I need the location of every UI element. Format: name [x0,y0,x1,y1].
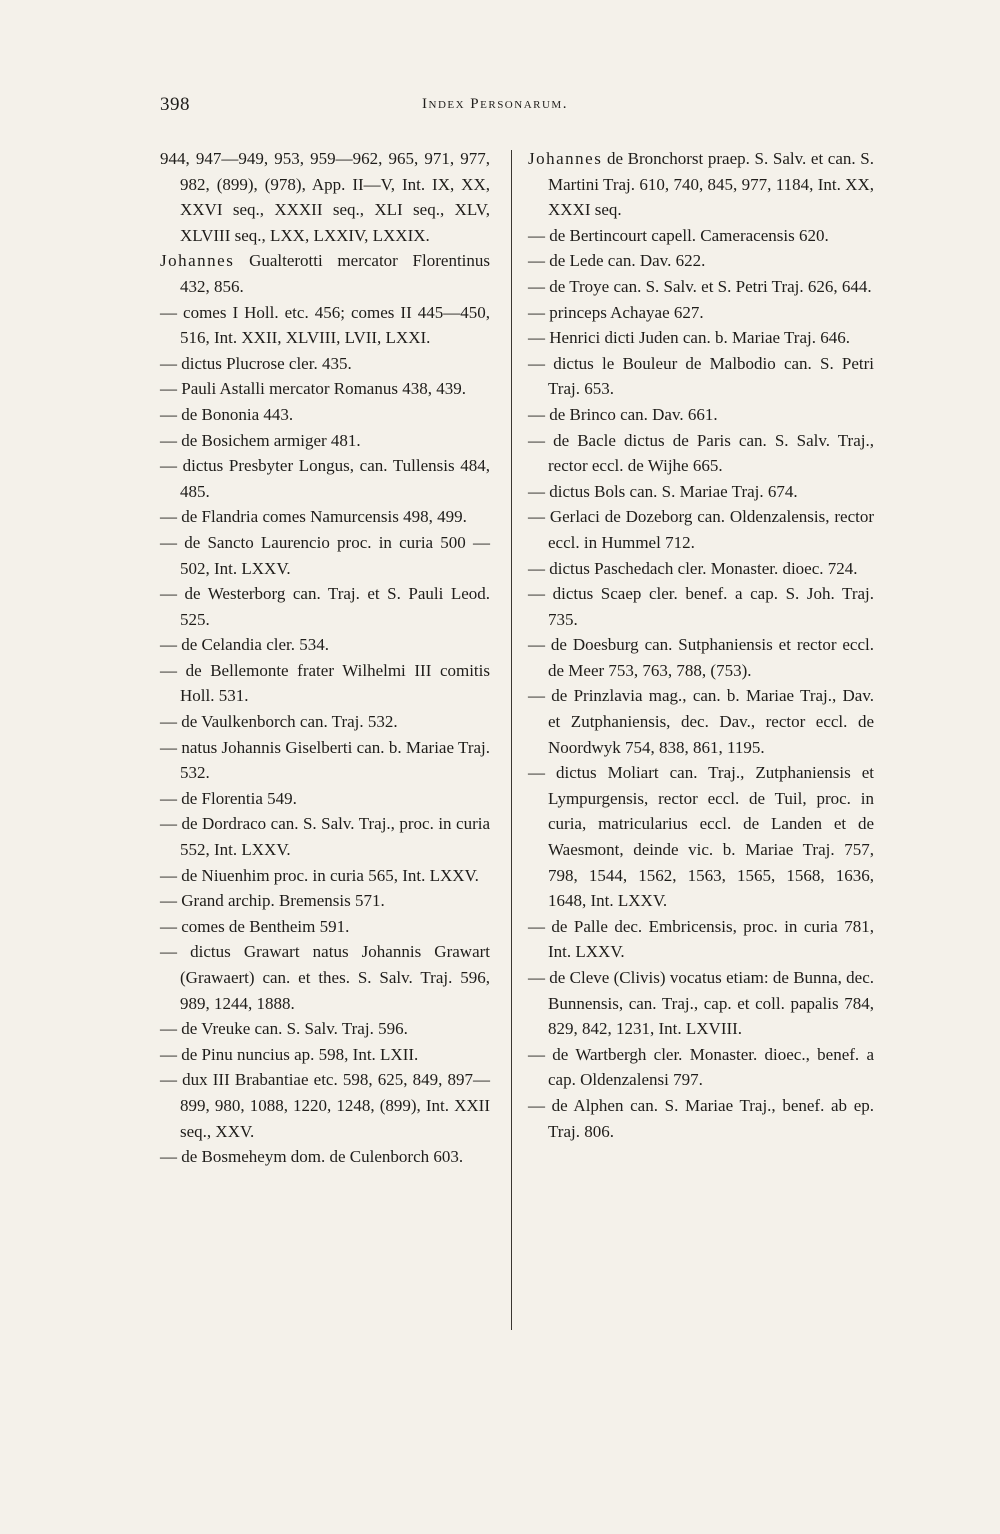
page-number: 398 [160,94,190,115]
running-title: Index Personarum. [422,96,568,112]
index-entry: — de Niuenhim proc. in curia 565, Int. LXXV. [160,865,479,885]
index-entry: — dictus Plucrose cler. 435. [160,353,352,373]
index-entry: — dictus le Bouleur de Malbodio can. S. Petri Traj. 653. [528,353,874,399]
index-entry: — de Prinzlavia mag., can. b. Mariae Traj., Dav. et Zutphaniensis, dec. Dav., rector eccl. de Noordwyk 754, 838, 861, 1195. [528,686,874,757]
page-header [160,94,568,124]
index-entry: — de Bosmeheym dom. de Culenborch 603. [160,1147,464,1167]
index-entry: — dictus Bols can. S. Mariae Traj. 674. [528,481,798,501]
index-entry: — de Bertincourt capell. Cameracensis 620. [528,225,829,245]
index-entry: — comes I Holl. etc. 456; comes II 445—450, 516, Int. XXII, XLVIII, LVII, LXXI. [160,302,490,348]
index-entry: — de Lede can. Dav. 622. [528,251,706,271]
index-entry: — de Palle dec. Embricensis, proc. in curia 781, Int. LXXV. [528,916,874,962]
index-entry: — princeps Achayae 627. [528,302,704,322]
index-entry: — Henrici dicti Juden can. b. Mariae Traj. 646. [528,328,850,348]
index-entry: — comes de Bentheim 591. [160,916,350,936]
column-divider [511,150,512,1330]
index-heading-entry [528,146,874,223]
right-column [528,146,874,1144]
index-entry: — de Flandria comes Namurcensis 498, 499. [160,507,467,527]
index-entry: — Grand archip. Bremensis 571. [160,891,385,911]
index-entry: — de Wartbergh cler. Monaster. dioec., benef. a cap. Oldenzalensi 797. [528,1044,874,1090]
index-heading-entry [160,248,490,299]
index-entry: — dictus Moliart can. Traj., Zutphaniensis et Lympurgensis, rector eccl. de Tuil, proc. in curia, matricularius eccl. de Landen et de Waesmont, deinde vic. b. Mariae Traj. 757, 798, 1544, 1562, 1563, 1565, 1568, 1636, 1648, Int. LXXV. [528,763,874,911]
heading-name: Johannes [160,251,235,271]
index-entry: — natus Johannis Giselberti can. b. Mariae Traj. 532. [160,737,490,783]
index-entry: — dictus Presbyter Longus, can. Tullensis 484, 485. [160,456,490,501]
heading-name: Johannes [528,149,603,168]
left-column [160,146,490,1170]
heading-rest: Gualterotti mercator Florentinus 432, 856. [180,251,491,296]
index-entry: — de Dordraco can. S. Salv. Traj., proc. in curia 552, Int. LXXV. [160,814,490,860]
index-entry: — de Bosichem armiger 481. [160,430,361,450]
index-entry: — de Sancto Laurencio proc. in curia 500 —502, Int. LXXV. [160,532,490,578]
index-entry: 944, 947—949, 953, 959—962, 965, 971, 977, 982, (899), (978), App. II—V, Int. IX, XX, XXVI seq., XXXII seq., XLI seq., XLV, XLVIII seq., LXX, LXXIV, LXXIX. [160,149,490,245]
index-entry: — de Bononia 443. [160,404,294,424]
index-entry: — Gerlaci de Dozeborg can. Oldenzalensis, rector eccl. in Hummel 712. [528,507,874,552]
index-entry: — de Westerborg can. Traj. et S. Pauli Leod. 525. [160,584,490,629]
index-entry: — de Vreuke can. S. Salv. Traj. 596. [160,1019,408,1039]
index-entry: — de Alphen can. S. Mariae Traj., benef. ab ep. Traj. 806. [528,1095,874,1141]
heading-rest: de Bronchorst praep. S. Salv. et can. S. Martini Traj. 610, 740, 845, 977, 1184, Int. XX, XXXI seq. [548,149,875,220]
index-entry: — de Florentia 549. [160,788,297,808]
index-entry: — dictus Grawart natus Johannis Grawart (Grawaert) can. et thes. S. Salv. Traj. 596, 989, 1244, 1888. [160,942,490,1013]
index-entry: — Pauli Astalli mercator Romanus 438, 439. [160,379,466,399]
index-entry: — dux III Brabantiae etc. 598, 625, 849, 897—899, 980, 1088, 1220, 1248, (899), Int. XXII seq., XXV. [160,1070,490,1141]
index-entry: — de Bellemonte frater Wilhelmi III comitis Holl. 531. [160,660,490,706]
index-entry: — de Troye can. S. Salv. et S. Petri Traj. 626, 644. [528,276,872,296]
index-entry: — de Pinu nuncius ap. 598, Int. LXII. [160,1044,419,1064]
index-entry: — de Cleve (Clivis) vocatus etiam: de Bunna, dec. Bunnensis, can. Traj., cap. et coll. papalis 784, 829, 842, 1231, Int. LXVIII. [528,968,874,1039]
index-entry: — de Doesburg can. Sutphaniensis et rector eccl. de Meer 753, 763, 788, (753). [528,635,874,680]
index-entry: — dictus Scaep cler. benef. a cap. S. Joh. Traj. 735. [528,584,874,629]
index-entry: — de Brinco can. Dav. 661. [528,404,718,424]
index-entry: — de Celandia cler. 534. [160,635,330,655]
index-entry: — de Bacle dictus de Paris can. S. Salv. Traj., rector eccl. de Wijhe 665. [528,430,874,476]
index-entry: — dictus Paschedach cler. Monaster. dioec. 724. [528,558,858,578]
index-entry: — de Vaulkenborch can. Traj. 532. [160,712,398,732]
